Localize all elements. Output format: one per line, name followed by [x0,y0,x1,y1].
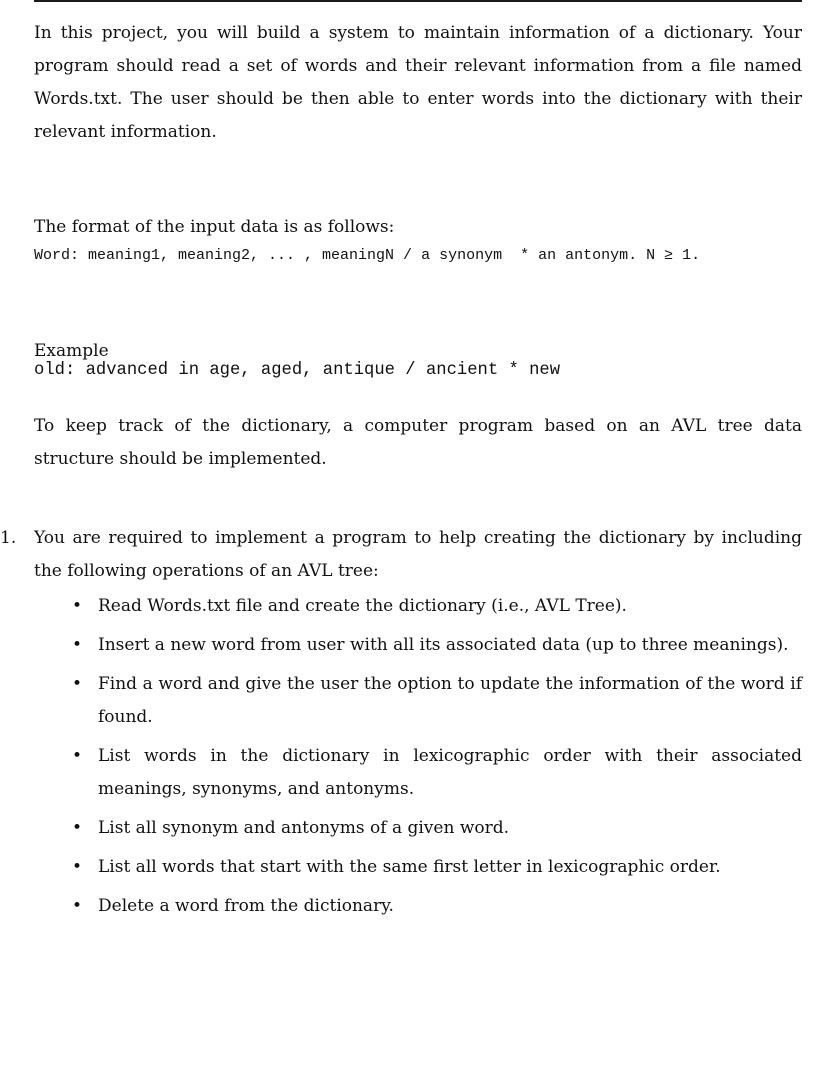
bullet-icon: • [72,674,83,694]
list-item-text: List words in the dictionary in lexicographic order with their associated meanings, synonyms, and antonyms. [98,746,802,799]
format-specification: Word: meaning1, meaning2, ... , meaningN / a synonym * an antonym. N ≥ 1. [34,247,701,264]
top-border-rule [34,0,802,2]
requirement-number: 1. [0,528,17,548]
example-label: Example [34,341,109,361]
bullet-icon: • [72,896,83,916]
list-item-text: Delete a word from the dictionary. [98,896,394,916]
list-item-text: List all synonym and antonyms of a given word. [98,818,510,838]
bullet-icon: • [72,635,83,655]
list-item-text: List all words that start with the same first letter in lexicographic order. [98,857,721,877]
bullet-icon: • [72,818,83,838]
avl-paragraph: To keep track of the dictionary, a computer program based on an AVL tree data structure should be implemented. [34,416,802,469]
operations-list [34,590,802,929]
list-item [34,629,802,662]
list-item [34,890,802,923]
requirement-text: You are required to implement a program to help creating the dictionary by including the following operations of an AVL tree: [34,528,802,581]
list-item-text: Read Words.txt file and create the dictionary (i.e., AVL Tree). [98,596,627,616]
list-item [34,590,802,623]
list-item-text: Find a word and give the user the option to update the information of the word if found. [98,674,802,727]
list-item [34,851,802,884]
list-item-text: Insert a new word from user with all its associated data (up to three meanings). [98,635,789,655]
list-item [34,740,802,806]
bullet-icon: • [72,746,83,766]
example-entry: old: advanced in age, aged, antique / ancient * new [34,361,561,380]
bullet-icon: • [72,857,83,877]
bullet-icon: • [72,596,83,616]
list-item [34,668,802,734]
format-heading: The format of the input data is as follows: [34,217,395,237]
list-item [34,812,802,845]
intro-paragraph: In this project, you will build a system to maintain information of a dictionary. Your program should read a set of words and their relevant information from a file named Words.txt. The user should be then able to enter words into the dictionary with their relevant information. [34,23,802,142]
